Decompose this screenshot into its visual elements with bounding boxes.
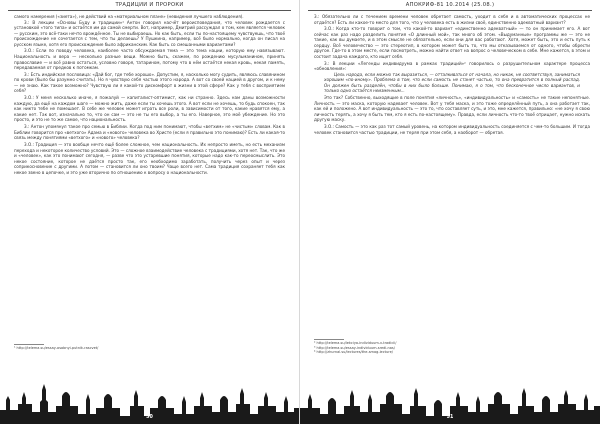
paragraph: 3.О.: Если по поводу человека, наиболее часто обсуждаемая тема — это тема нации, которую ему навязывают. Национальность и вера — несколько разные вещи. Можно быть, скажем, по рождению мусульманином, принять православие — и всё равно остаться, условно говоря, татарином, потому что в нём остаётся некая кровь, некая память, передаваемая от предков к потомкам. — [14, 48, 285, 71]
paragraph: 3.О.: Самость — это как раз тот самый уровень, на котором индивидуальность соединяется с чем-то большим. И тогда человек становится частью традиции, не теряя при этом себя, а наоборот — обретая. — [314, 124, 590, 135]
header-rule-right — [308, 10, 592, 11]
paragraph: 3.: Обязательно ли с течением времени человек обретает самость, уходит в себя и в автоматических процессах не отдаётся? Есть ли какое-то место для того, что у человека есть в жизни своё, единственно адекватный вариант? — [314, 14, 590, 25]
footnote-rule-left — [14, 344, 44, 345]
paragraph: Это так? Собственно, выходящие в поле понятия «личность», «индивидуальность» и «самость» не такие непонятные. Личность — это маска, которую надевает человек. Вот у тебя маска, и это тоже определённый путь, а она работает так, как ей и положено. А вот индивидуальность — это то, что составляет суть, и это, мне кажется, правильно: «не хочу я свою личность терять, а хочу я быть тем, кто я есть по-настоящему». Правда, если личность что-то твоё отрицает, нужно искать другую маску. — [314, 95, 590, 123]
paragraph: 3.О.: Когда кто-то говорит о том, что какой-то вариант «единственно адекватный» — то он принимает его. А вот сейчас как раз надо разделить понятия «О длинный мой», так много об этом. «Выдуманные» программы же — это не такие, как вы думаете, и в этом смысле не обязательно, если они для вас работают. Хотя, может быть, это и есть путь к сердцу. Всё человечество — это стереотип, в котором может быть то, что мы отказываемся от одного, чтобы обрести другое. Где-то в этом месте, если посмотреть, можно найти ответ на вопрос о человеческом в себе. Мне кажется, в этом и состоит задача каждого, кто ищет себя. — [314, 26, 590, 60]
footnotes-left — [14, 346, 98, 351]
footnote[interactable]: ⁴ http://zhurnal.su/lectures/the-smog-lecture/ — [314, 350, 393, 354]
body-text-right — [314, 14, 590, 135]
page-number-right: 51 — [446, 415, 454, 420]
paragraph: 3.: В лекции «Легенды индивидуума в рамках традиций»² говорилось о разрушительном характере процесса «обновления»: — [314, 60, 590, 72]
footnote[interactable]: ² http://telema.su/lekciya-individuum-v-tradicii/ — [314, 341, 397, 345]
paragraph: 3.: Есть индийская пословица: «Дай бог, где тебе хорошо». Допустим, я, насколько могу судить, являюсь славянином по крови (было бы разумно считать). Но я чувствую себя частью этого народа. А вот со своей нацией в другом, и к нему — не знаю. Как такое возможно? Чувствую ли я какой-то дискомфорт в жизни в этой сфере? Как у тебя с восприятием себя? — [14, 71, 285, 94]
footnotes-right — [314, 341, 396, 355]
page-number-left: 50 — [146, 415, 153, 420]
paragraph: 3.: В лекции «Основы Буду и традиции»¹ Антон говорил насчёт вероисповедания, что человек рождается с установкой «того типа» и остаётся им до самой смерти. Вот, например, Дмитрий рассуждал о том, кем является человек — русским, это всё-таки нечто врождённое. Ты не выбираешь. Но как быть, если ты по-настоящему чувствуешь, что твоё происхождение не сочетается с тем, что ты делаешь? У Пушкина, например, всё было нормально, когда он писал на русском языке, хотя его происхождение было африканским. Как быть со смешанными вариантами? — [14, 19, 285, 47]
paragraph: 3.О.: У меня несколько иначе, я пожалуй — капиталист-оптимист, как ни странно. Здесь нам даны возможности каждую, да ещё на каждом шаге — можно жить, даже если ты хочешь этого. А вот если не хочешь, то будь спокоен, так как никто тебе не помешает. В себе же человек может играть все роли, в зависимости от того, какие нравятся ему, а какие нет. Так вот, изначально то, что он сам — это не ты его выбор, а ты его. Наверное, это моё убеждение. Но это просто, и это не то же самое, что национальность. — [14, 95, 285, 123]
paragraph: 3.: Антон упомянул такое про семью в Библии. Когда под ним понимают, чтобы «ветхим» не «чистым» словам. Как в Библии говорится про «ветхого» Адама и «нового» человека во Христе (если я правильно это понимаю)? Есть ли какая-то связь между понятиями «ветхого» и «нового» человека? — [14, 124, 285, 141]
header-rule-left — [8, 10, 291, 11]
running-header-left: ТРАДИЦИИ И ПРОРОКИ — [115, 2, 184, 8]
right-page — [300, 0, 600, 424]
footnote[interactable]: ³ http://telema.su/essay-individuum-sredi-nas/ — [314, 345, 395, 350]
running-header-right: АПОКРИФ-81 10.2014 (25.08.) — [405, 2, 495, 8]
paragraph: 3.О.: Традиция — это вообще нечто ещё более сложное, чем национальность. Их непросто иметь, но есть механизм перехода и некоторое количество условий. Это — сложное взаимодействие человека с традициями, хотя нет. Так, что же и «человек», как это понимают сегодня, — разве что это устаревшие понятия, которые надо как-то переосмыслить. Это некое состояние, которое не даётся просто так, его необходимо заработать, получить через опыт и через соприкосновение с другими. А потом — становится ли оно твоим? Чаще всего нет. Сама традиция сохраняет тебя как некое звено в цепочке, и это уже вторично по отношению к вопросу о национальности. — [14, 141, 285, 175]
footnote-rule-right — [314, 339, 344, 340]
paragraph: самого намерения («зиета»), не действий на «материальном плане» (невидения лучшего наблюдения). — [14, 14, 244, 19]
paragraph: Цель народа, если можно так выразиться, — отталкиваться от начала, но никак, не соответствуя, заниматься хорошим «по-иному». Проблема в том, что если самость не станет частью, то она превратится в полный распад. Он должен быть разделён, чтобы в них было больше. Понимаю, я о том, что бесконечное число вариантов, и только одно остаётся неизменным... — [324, 71, 580, 94]
body-text-left — [14, 14, 285, 175]
footnote[interactable]: ¹ http://telema.su/essay-osobnyi-putnik-rascvet/ — [14, 346, 99, 350]
